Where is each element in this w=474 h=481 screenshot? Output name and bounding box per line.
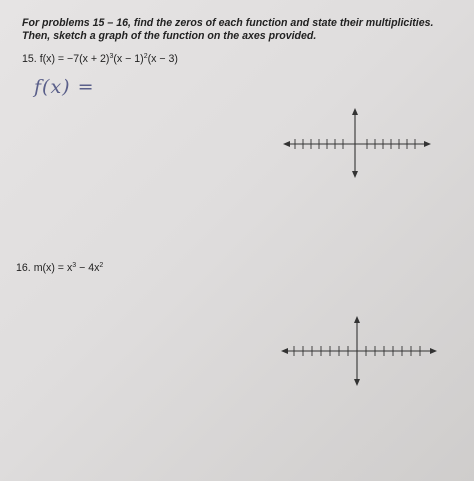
x-axis-right-arrow: [424, 141, 431, 147]
x-axis-left-arrow: [283, 141, 290, 147]
problem-16-axes: [280, 314, 440, 388]
handwritten-note: f(x) =: [34, 76, 95, 98]
instructions-text: For problems 15 – 16, find the zeros of each function and state their multiplicities. Then, sketch a graph of the function on the axes provided.: [22, 17, 434, 42]
y-axis-top-arrow: [352, 108, 358, 115]
problem-16: [16, 262, 103, 275]
y-axis-bottom-arrow: [354, 379, 360, 386]
problem-15-number: 15.: [22, 53, 37, 65]
problem-15-function: $f(x) = -7(x + 2)^3(x - 1)^2(x - 3)$: [39, 53, 178, 65]
y-axis-top-arrow: [354, 316, 360, 323]
problem-15-axes: [282, 106, 432, 180]
y-axis-bottom-arrow: [352, 171, 358, 178]
problem-16-function: $m(x) = x^3 - 4x^2$: [33, 262, 104, 274]
problem-16-number: 16.: [16, 262, 31, 274]
x-axis-left-arrow: [281, 348, 288, 354]
x-axis-right-arrow: [430, 348, 437, 354]
problem-15: [22, 53, 178, 66]
